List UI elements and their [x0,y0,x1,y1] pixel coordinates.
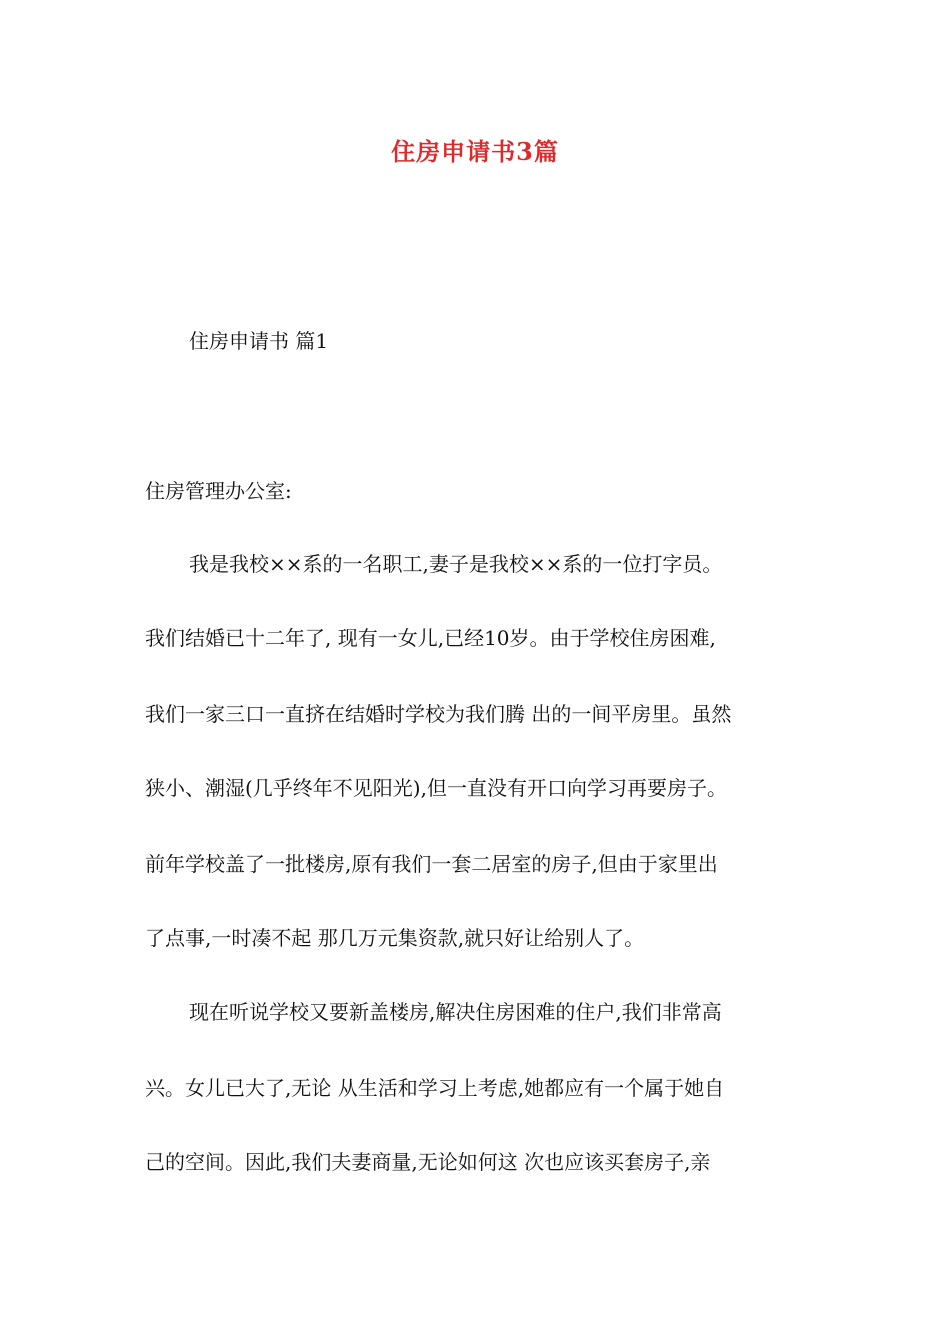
salutation: 住房管理办公室: [145,479,292,503]
body-line-7: 现在听说学校又要新盖楼房,解决住房困难的住户,我们非常高 [189,1000,722,1024]
body-line-3: 我们一家三口一直挤在结婚时学校为我们腾 出的一间平房里。虽然 [145,702,732,726]
body-line-1: 我是我校××系的一名职工,妻子是我校××系的一位打字员。 [189,552,723,576]
body-line-5: 前年学校盖了一批楼房,原有我们一套二居室的房子,但由于家里出 [145,852,718,876]
body-line-9: 己的空间。因此,我们夫妻商量,无论如何这 次也应该买套房子,亲 [145,1150,711,1174]
body-line-2: 我们结婚已十二年了, 现有一女儿,已经10岁。由于学校住房困难, [145,626,716,650]
document-title: 住房申请书3篇 [391,137,559,166]
body-line-6: 了点事,一时凑不起 那几万元集资款,就只好让给别人了。 [145,926,645,950]
body-line-4: 狭小、潮湿(几乎终年不见阳光),但一直没有开口向学习再要房子。 [145,776,727,800]
section-heading: 住房申请书 篇1 [189,329,329,353]
body-line-8: 兴。女儿已大了,无论 从生活和学习上考虑,她都应有一个属于她自 [145,1076,725,1100]
